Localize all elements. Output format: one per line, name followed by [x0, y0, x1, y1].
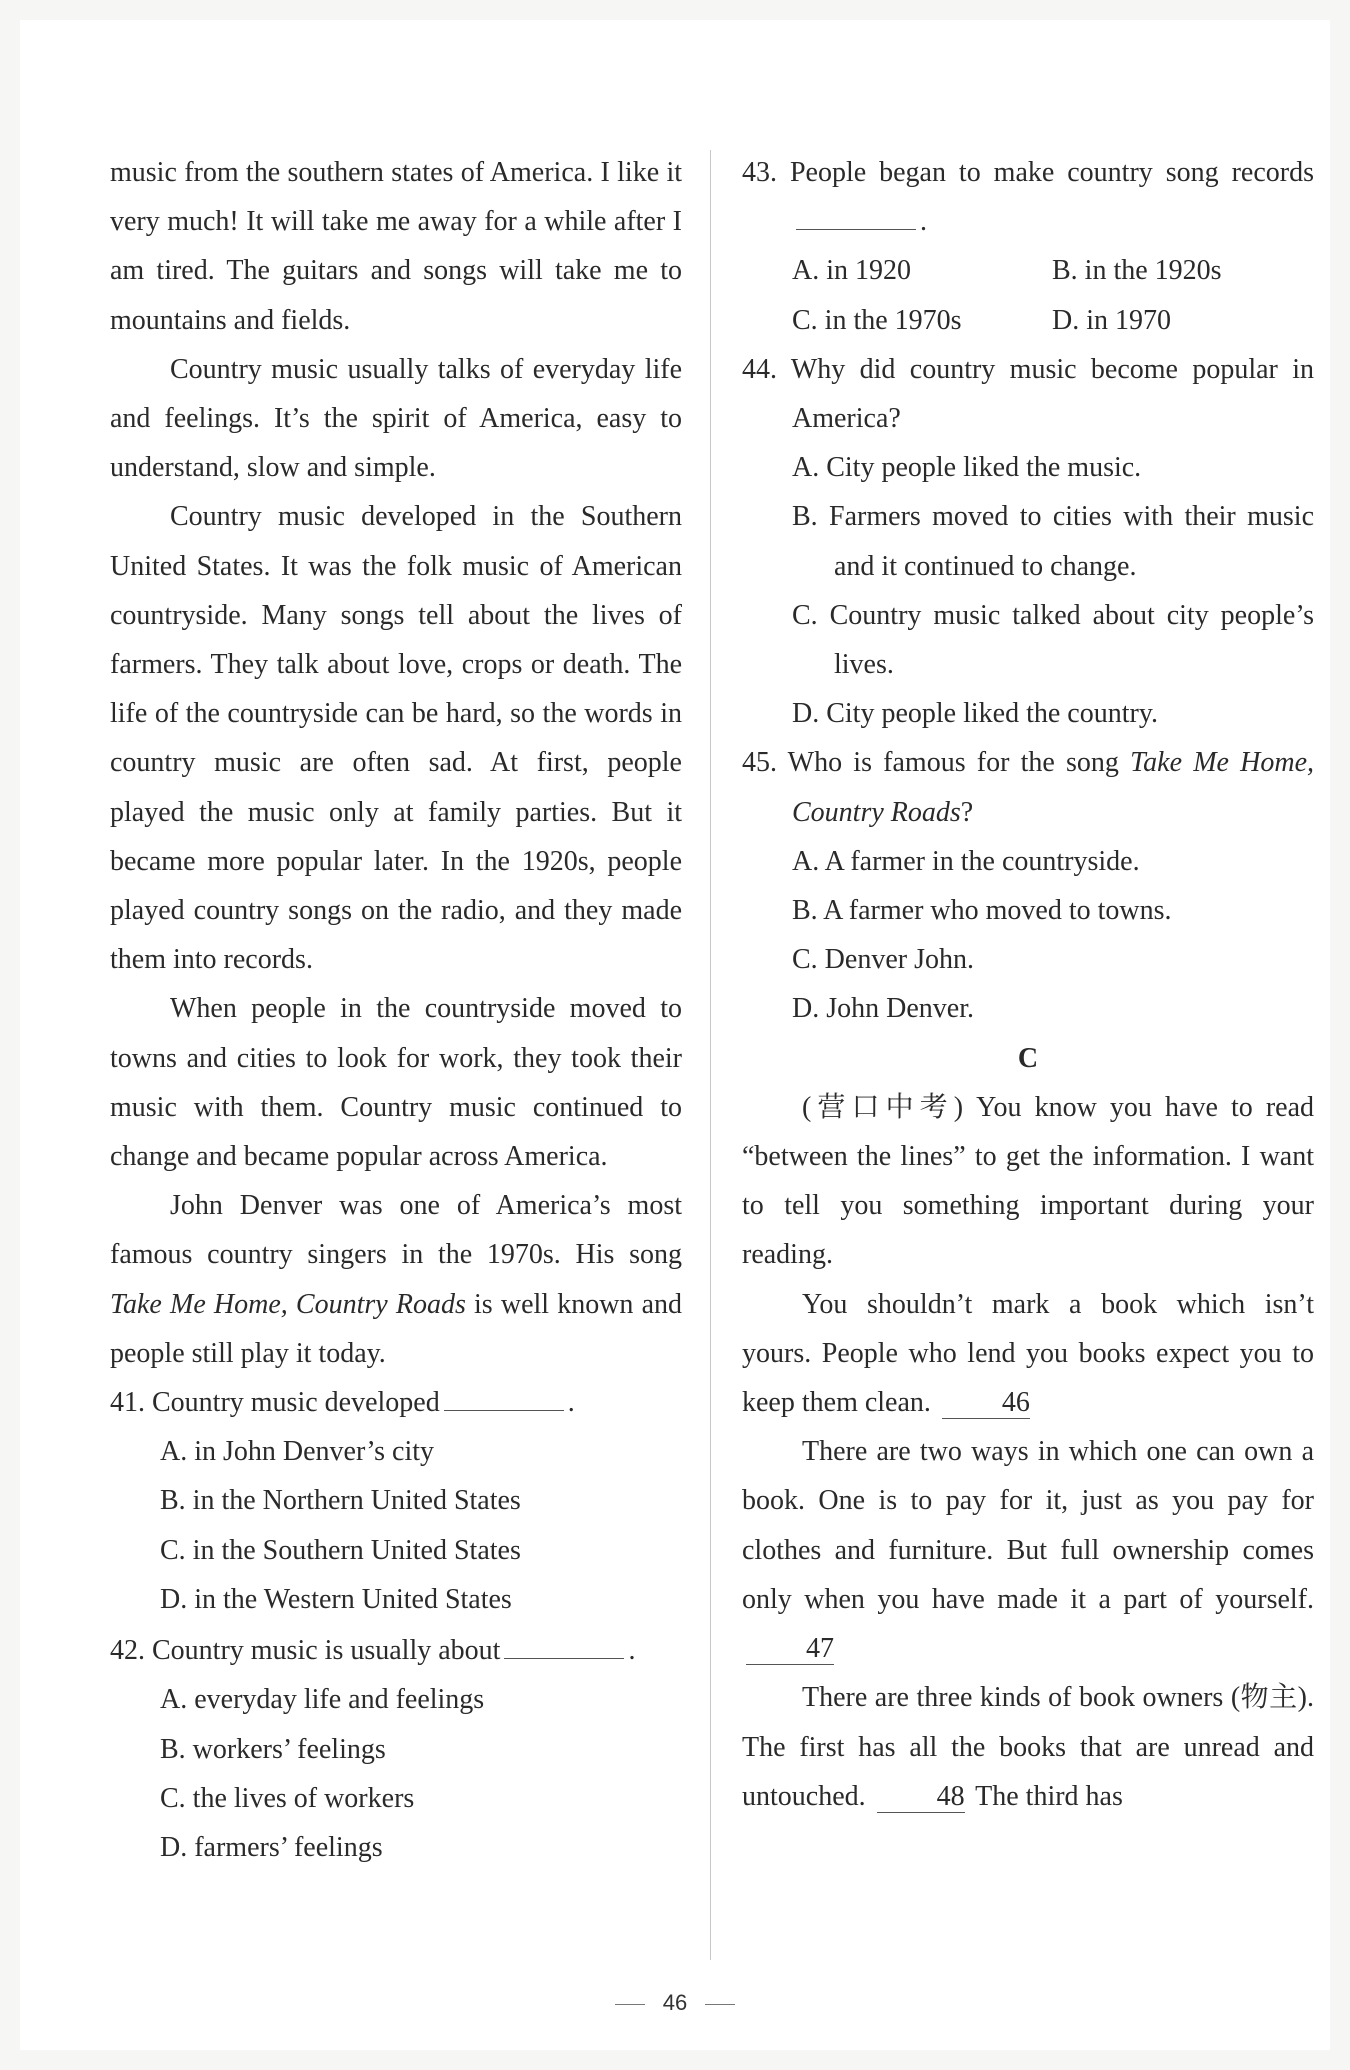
question-stem [742, 148, 1314, 246]
option-row [792, 296, 1314, 345]
passage-paragraph [742, 1427, 1314, 1673]
paragraph-text: There are two ways in which one can own a book. One is to pay for it, just as you pay for clothes and furniture. But full ownership comes only when you have made it a part of yourself. [742, 1436, 1314, 1615]
paragraph-text: There are three kinds of book owners (物主). The first has all the books that are unread and untouched. [742, 1682, 1314, 1812]
option-d[interactable]: D. farmers’ feelings [160, 1831, 383, 1863]
answer-blank[interactable] [444, 1380, 564, 1411]
option-c[interactable]: C. Denver John. [792, 944, 974, 976]
option-c[interactable]: C. in the Southern United States [160, 1534, 521, 1566]
option-d[interactable]: D. City people liked the country. [792, 698, 1158, 730]
punctuation: . [567, 1387, 575, 1419]
passage-paragraph: (营口中考) You know you have to read “between the lines” to get the information. I want to tell you something important during your reading. [742, 1091, 1314, 1271]
option-d[interactable]: D. John Denver. [792, 993, 974, 1025]
paragraph-text: The third has [975, 1780, 1123, 1812]
question-stem [742, 738, 1314, 836]
question-text: 41. Country music developed [110, 1387, 440, 1419]
answer-blank[interactable] [796, 199, 916, 230]
option-c[interactable]: C. the lives of workers [160, 1782, 415, 1814]
column-divider [710, 150, 711, 1960]
left-column [110, 148, 682, 1872]
paragraph-text: John Denver was one of America’s most famous country singers in the 1970s. His song [110, 1190, 682, 1271]
passage-paragraph [742, 1673, 1314, 1821]
option-c[interactable]: C. Country music talked about city people’s lives. [792, 599, 1314, 681]
passage-paragraph: Country music usually talks of everyday life and feelings. It’s the spirit of America, easy to understand, slow and simple. [110, 353, 682, 484]
paragraph-text: is well known and people still play it today. [110, 1288, 682, 1369]
answer-blank[interactable] [504, 1628, 624, 1659]
option-c[interactable]: C. in the 1970s [792, 304, 962, 336]
question-stem: 44. Why did country music become popular in America? [742, 353, 1314, 435]
passage-paragraph [110, 1181, 682, 1378]
question-45 [742, 738, 1314, 1033]
footer-dash [615, 2004, 645, 2005]
option-a[interactable]: A. A farmer in the countryside. [792, 845, 1140, 877]
right-column [742, 148, 1314, 1821]
option-b[interactable]: B. in the 1920s [1052, 255, 1222, 287]
option-a[interactable]: A. in 1920 [792, 255, 911, 287]
page-footer [20, 1990, 1330, 2016]
question-42 [110, 1626, 682, 1872]
option-b[interactable]: B. workers’ feelings [160, 1733, 386, 1765]
option-b[interactable]: B. in the Northern United States [160, 1485, 521, 1517]
question-text: 45. Who is famous for the song [742, 747, 1119, 779]
section-heading: C [1017, 1042, 1039, 1074]
question-text: 43. People began to make country song records [742, 157, 1314, 188]
song-title: Take Me Home, Country Roads [110, 1288, 466, 1320]
option-a[interactable]: A. in John Denver’s city [160, 1436, 434, 1468]
option-a[interactable]: A. everyday life and feelings [160, 1684, 485, 1716]
passage-paragraph [742, 1280, 1314, 1428]
song-title: Take Me Home, Country Roads [792, 747, 1315, 828]
question-41 [110, 1378, 682, 1624]
paragraph-text: You shouldn’t mark a book which isn’t yours. People who lend you books expect you to keep them clean. [742, 1288, 1314, 1419]
punctuation: . [920, 206, 927, 238]
option-a[interactable]: A. City people liked the music. [792, 452, 1142, 484]
blank-47[interactable]: 47 [746, 1634, 834, 1665]
passage-paragraph: When people in the countryside moved to towns and cities to look for work, they took their music with them. Country music continued to change and became popular across America. [110, 993, 682, 1173]
punctuation: . [628, 1635, 636, 1667]
option-row [792, 246, 1314, 295]
question-44 [742, 345, 1314, 739]
question-text: 42. Country music is usually about [110, 1635, 501, 1667]
footer-dash [705, 2004, 735, 2005]
option-b[interactable]: B. A farmer who moved to towns. [792, 895, 1172, 927]
passage-paragraph: music from the southern states of America. I like it very much! It will take me away for a while after I am tired. The guitars and songs will take me to mountains and fields. [110, 157, 682, 336]
question-43 [742, 148, 1314, 345]
option-d[interactable]: D. in 1970 [1052, 304, 1171, 336]
option-b[interactable]: B. Farmers moved to cities with their music and it continued to change. [792, 501, 1314, 582]
blank-48[interactable]: 48 [877, 1782, 965, 1813]
question-stem [110, 1378, 682, 1427]
question-stem [110, 1626, 682, 1675]
blank-46[interactable]: 46 [942, 1388, 1030, 1419]
passage-paragraph: Country music developed in the Southern United States. It was the folk music of American countryside. Many songs tell about the lives of farmers. They talk about love, crops or death. The life of the countryside can be hard, so the words in country music are often sad. At first, people played the music only at family parties. But it became more popular later. In the 1920s, people played country songs on the radio, and they made them into records. [110, 501, 682, 976]
option-d[interactable]: D. in the Western United States [160, 1583, 512, 1615]
book-page [20, 20, 1330, 2050]
punctuation: ? [960, 796, 974, 828]
page-number: 46 [662, 1990, 688, 2015]
